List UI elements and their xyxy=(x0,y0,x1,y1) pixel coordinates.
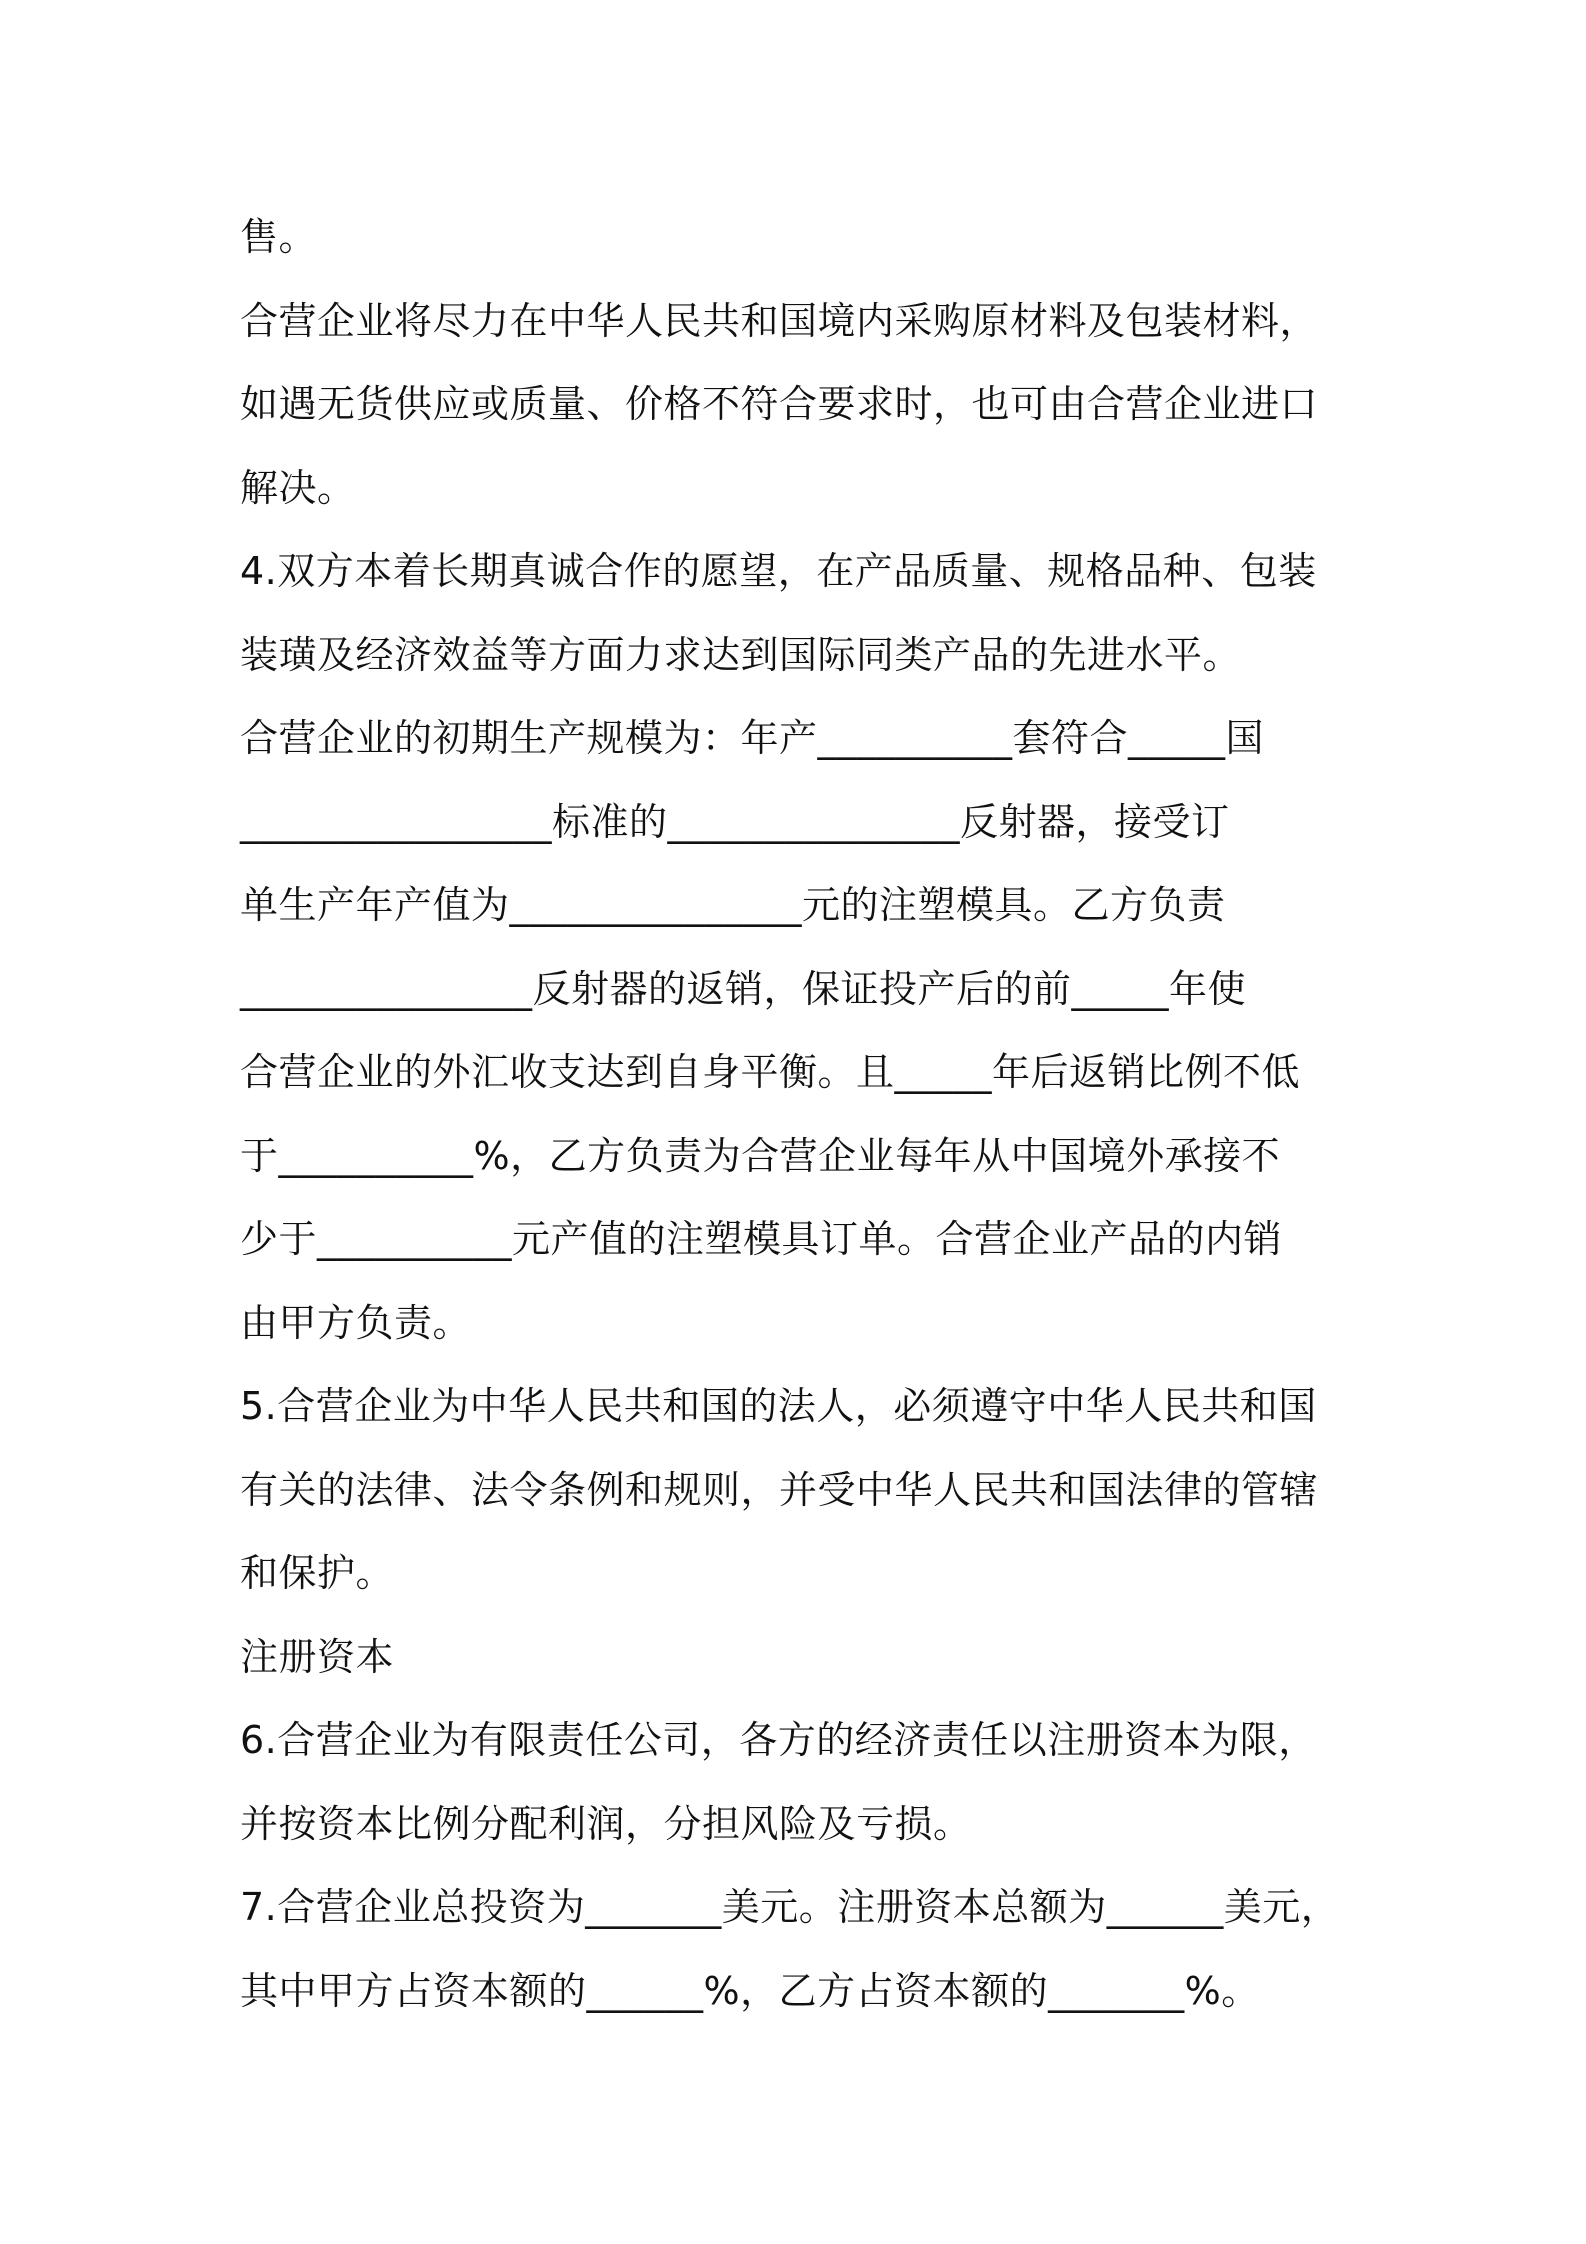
text-line: 和保护。 xyxy=(240,1551,395,1595)
text-line: 如遇无货供应或质量、价格不符合要求时，也可由合营企业进口 xyxy=(240,382,1319,426)
text-line: ________________标准的_______________反射器，接受订 xyxy=(240,799,1230,844)
document-body xyxy=(240,196,1360,2033)
text-line: 少于__________元产值的注塑模具订单。合营企业产品的内销 xyxy=(240,1217,1283,1261)
clause-6-line: 6.合营企业为有限责任公司，各方的经济责任以注册资本为限， xyxy=(240,1718,1317,1762)
text-line: 装璜及经济效益等方面力求达到国际同类产品的先进水平。 xyxy=(240,632,1242,677)
clause-5-line: 5.合营企业为中华人民共和国的法人，必须遵守中华人民共和国 xyxy=(240,1384,1317,1428)
text-line: 单生产年产值为_______________元的注塑模具。乙方负责 xyxy=(240,883,1226,927)
text-line: 其中甲方占资本额的______%，乙方占资本额的_______%。 xyxy=(240,1968,1260,2013)
text-line: 售。 xyxy=(240,215,318,259)
text-line: 合营企业的外汇收支达到自身平衡。且_____年后返销比例不低 xyxy=(240,1050,1301,1094)
text-line: 解决。 xyxy=(240,465,356,510)
text-line: 并按资本比例分配利润，分担风险及亏损。 xyxy=(240,1801,972,1846)
clause-7-line: 7.合营企业总投资为_______美元。注册资本总额为______美元， xyxy=(240,1885,1340,1929)
text-line: _______________反射器的返销，保证投产后的前_____年使 xyxy=(240,966,1247,1011)
text-line: 合营企业将尽力在中华人民共和国境内采购原材料及包装材料， xyxy=(240,298,1319,343)
text-line: 有关的法律、法令条例和规则，并受中华人民共和国法律的管辖 xyxy=(240,1467,1319,1512)
section-heading: 注册资本 xyxy=(240,1634,395,1679)
text-line: 由甲方负责。 xyxy=(240,1300,472,1345)
text-line: 于__________%，乙方负责为合营企业每年从中国境外承接不 xyxy=(240,1133,1281,1178)
clause-4-line: 4.双方本着长期真诚合作的愿望，在产品质量、规格品种、包装 xyxy=(240,549,1317,593)
text-line: 合营企业的初期生产规模为：年产__________套符合_____国 xyxy=(240,716,1265,760)
